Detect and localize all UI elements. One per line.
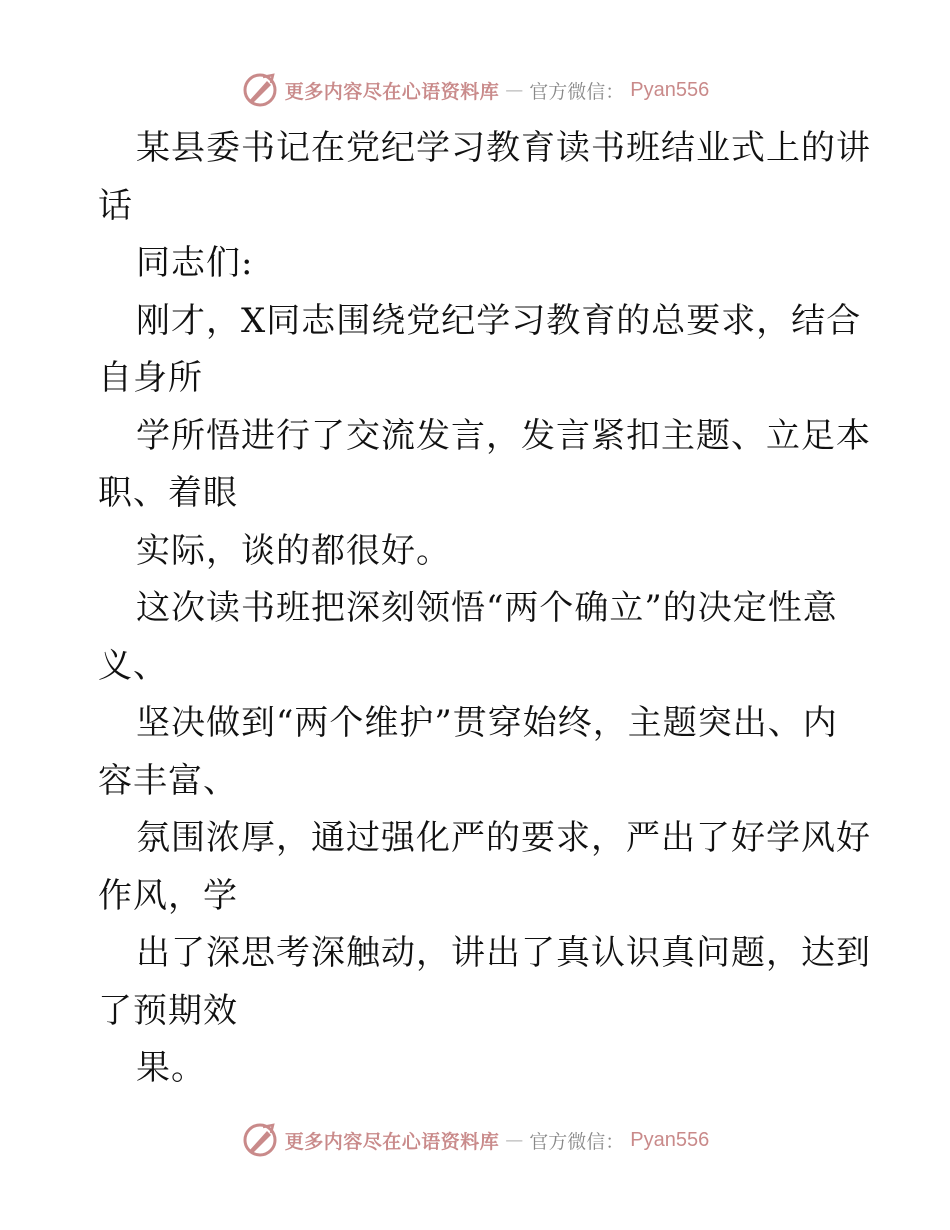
header-slogan: 更多内容尽在心语资料库 (284, 80, 500, 103)
document-line: 氛围浓厚，通过强化严的要求，严出了好学风好 (136, 818, 871, 858)
document-line: 这次读书班把深刻领悟“两个确立”的决定性意 (136, 588, 838, 628)
document-line: 了预期效 (98, 990, 238, 1031)
header-wechat-id: Pyan556 (630, 78, 710, 101)
document-line: 话 (98, 185, 133, 226)
document-line: 刚才，X同志围绕党纪学习教育的总要求，结合 (136, 300, 862, 341)
footer-separator: — (505, 1129, 524, 1151)
footer-banner (0, 1118, 950, 1162)
document-line: 坚决做到“两个维护”贯穿始终，主题突出、内 (136, 703, 838, 743)
header-banner (0, 68, 950, 112)
footer-slogan: 更多内容尽在心语资料库 (284, 1130, 500, 1153)
document-line: 同志们: (136, 243, 254, 283)
footer-wechat-label: 官方微信： (529, 1130, 625, 1153)
document-line: 义、 (98, 645, 168, 686)
feather-pen-icon (241, 1121, 279, 1159)
document-line: 容丰富、 (98, 760, 238, 801)
document-title: 某县委书记在党纪学习教育读书班结业式上的讲 (136, 128, 871, 168)
document-line: 果。 (136, 1048, 206, 1088)
document-line: 作风，学 (98, 875, 238, 916)
document-line: 自身所 (98, 358, 203, 398)
document-body (98, 120, 871, 1098)
document-line: 出了深思考深触动，讲出了真认识真问题，达到 (136, 933, 871, 973)
footer-wechat-id: Pyan556 (630, 1128, 710, 1151)
feather-pen-icon (241, 71, 279, 109)
document-line: 职、着眼 (98, 473, 238, 513)
header-wechat-label: 官方微信： (529, 80, 625, 103)
document-line: 实际，谈的都很好。 (136, 530, 451, 571)
header-separator: — (505, 79, 524, 101)
document-line: 学所悟进行了交流发言，发言紧扣主题、立足本 (136, 415, 871, 456)
